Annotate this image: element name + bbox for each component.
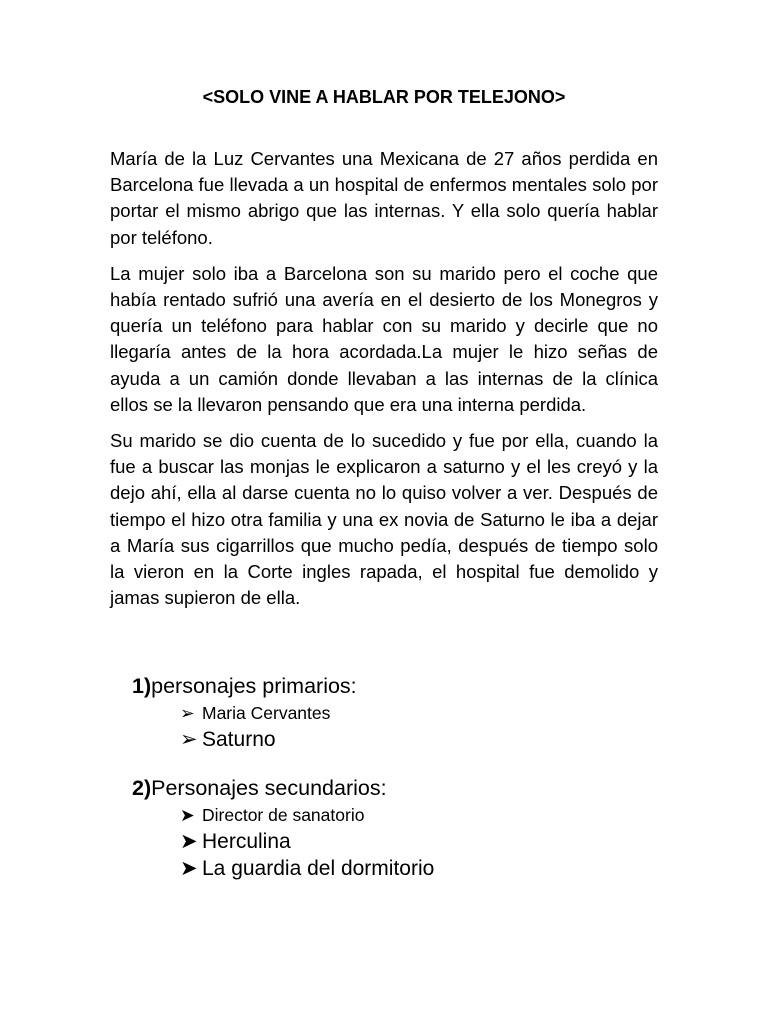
list-item	[180, 802, 692, 828]
list-item	[180, 828, 692, 855]
paragraph: María de la Luz Cervantes una Mexicana de 27 años perdida en Barcelona fue llevada a un hospital de enfermos mentales solo por portar el mismo abrigo que las internas. Y ella solo quería hablar por teléfono.	[110, 148, 658, 248]
section-heading-text: Personajes secundarios:	[151, 776, 387, 800]
character-list	[132, 802, 692, 882]
list-item-text: Maria Cervantes	[202, 703, 331, 723]
section-primary-characters	[132, 672, 692, 753]
document-title: <SOLO VINE A HABLAR POR TELEJONO>	[202, 87, 566, 107]
list-item	[180, 855, 692, 882]
list-item-text: Director de sanatorio	[202, 805, 365, 825]
arrowhead-bullet-icon: ➤	[180, 805, 195, 825]
paragraph: Su marido se dio cuenta de lo sucedido y fue por ella, cuando la fue a buscar las monjas le explicaron a saturno y el les creyó y la dejo ahí, ella al darse cuenta no lo quiso volver a ver. Después de tiempo el hizo otra familia y una ex novia de Saturno le iba a dejar a María sus cigarrillos que mucho pedía, después de tiempo solo la vieron en la Corte ingles rapada, el hospital fue demolido y jamas supieron de ella.	[110, 430, 658, 609]
arrowhead-bullet-icon: ➤	[180, 830, 198, 853]
arrowhead-bullet-icon: ➤	[180, 857, 198, 880]
section-heading	[132, 774, 692, 802]
arrowhead-bullet-icon: ➢	[180, 703, 195, 723]
list-item-text: La guardia del dormitorio	[202, 857, 435, 880]
character-list	[132, 700, 692, 753]
list-item	[180, 726, 692, 753]
section-secondary-characters	[132, 774, 692, 882]
list-item-text: Saturno	[202, 728, 276, 751]
section-number: 2)	[132, 776, 152, 800]
list-item	[180, 700, 692, 726]
body-text	[110, 146, 658, 621]
arrowhead-bullet-icon: ➢	[180, 728, 198, 751]
paragraph: La mujer solo iba a Barcelona son su marido pero el coche que había rentado sufrió una avería en el desierto de los Monegros y quería un teléfono para hablar con su marido y decirle que no llegaría antes de la hora acordada.La mujer le hizo señas de ayuda a un camión donde llevaban a las internas de la clínica ellos se la llevaron pensando que era una interna perdida.	[110, 262, 658, 415]
section-heading-text: personajes primarios:	[151, 674, 357, 698]
list-item-text: Herculina	[202, 830, 291, 853]
section-number: 1)	[132, 674, 152, 698]
section-heading	[132, 672, 692, 700]
